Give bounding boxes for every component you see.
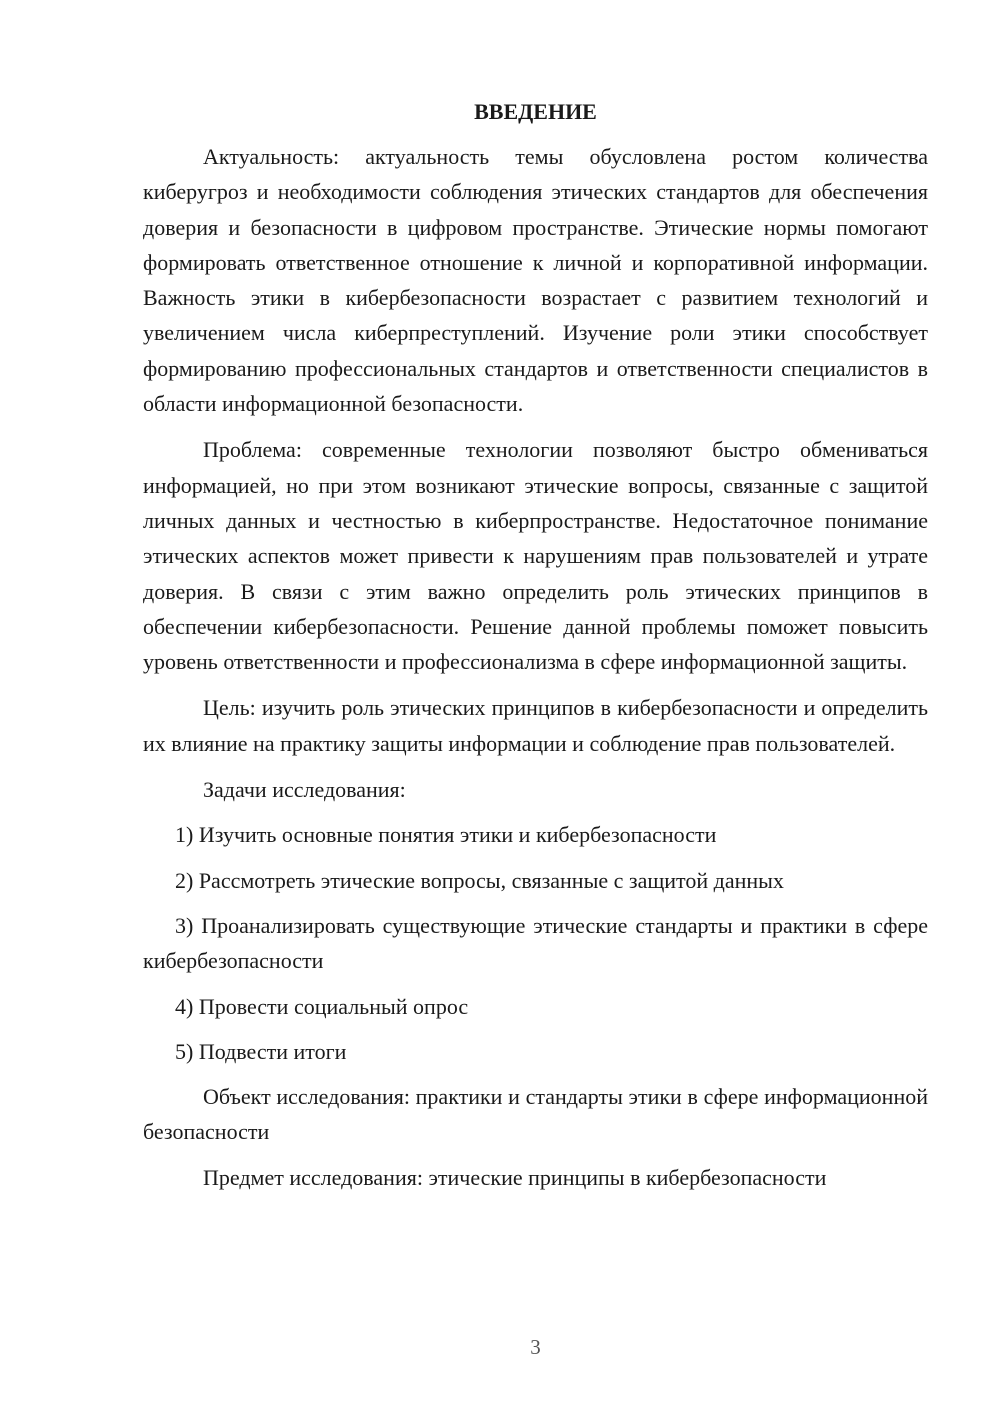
paragraph-subject: Предмет исследования: этические принципы в кибербезопасности (203, 1164, 827, 1190)
list-item-task-4: 4) Провести социальный опрос (175, 993, 469, 1019)
list-item-task-3: 3) Проанализировать существующие этические стандарты и практики в сфере кибербезопасности (143, 912, 928, 974)
paragraph-object: Объект исследования: практики и стандарты этики в сфере информационной безопасности (143, 1084, 928, 1145)
list-item-task-1: 1) Изучить основные понятия этики и кибербезопасности (175, 822, 717, 848)
paragraph-problem: Проблема: современные технологии позволяют быстро обмениваться информацией, но при этом возникают этические вопросы, связанные с защитой личных данных и честностью в киберпространстве. Недостаточное понимание этических аспектов может привести к нарушениям прав пользователей и утрате доверия. В связи с этим важно определить роль этических принципов в обеспечении кибербезопасности. Решение данной проблемы поможет повысить уровень ответственности и профессионализма в сфере информационной защиты. (143, 437, 928, 675)
list-item-task-2: 2) Рассмотреть этические вопросы, связанные с защитой данных (175, 867, 784, 893)
page-number: 3 (530, 1335, 541, 1359)
page-body (143, 94, 928, 1195)
tasks-heading: Задачи исследования: (203, 777, 406, 803)
page-title: ВВЕДЕНИЕ (474, 99, 597, 124)
paragraph-relevance: Актуальность: актуальность темы обусловлена ростом количества киберугроз и необходимости соблюдения этических стандартов для обеспечения доверия и безопасности в цифровом пространстве. Этические нормы помогают формировать ответственное отношение к личной и корпоративной информации. Важность этики в кибербезопасности возрастает с развитием технологий и увеличением числа киберпреступлений. Изучение роли этики способствует формированию профессиональных стандартов и ответственности специалистов в области информационной безопасности. (143, 144, 928, 417)
paragraph-goal: Цель: изучить роль этических принципов в кибербезопасности и определить их влияние на практику защиты информации и соблюдение прав пользователей. (143, 695, 928, 756)
list-item-task-5: 5) Подвести итоги (175, 1038, 347, 1064)
